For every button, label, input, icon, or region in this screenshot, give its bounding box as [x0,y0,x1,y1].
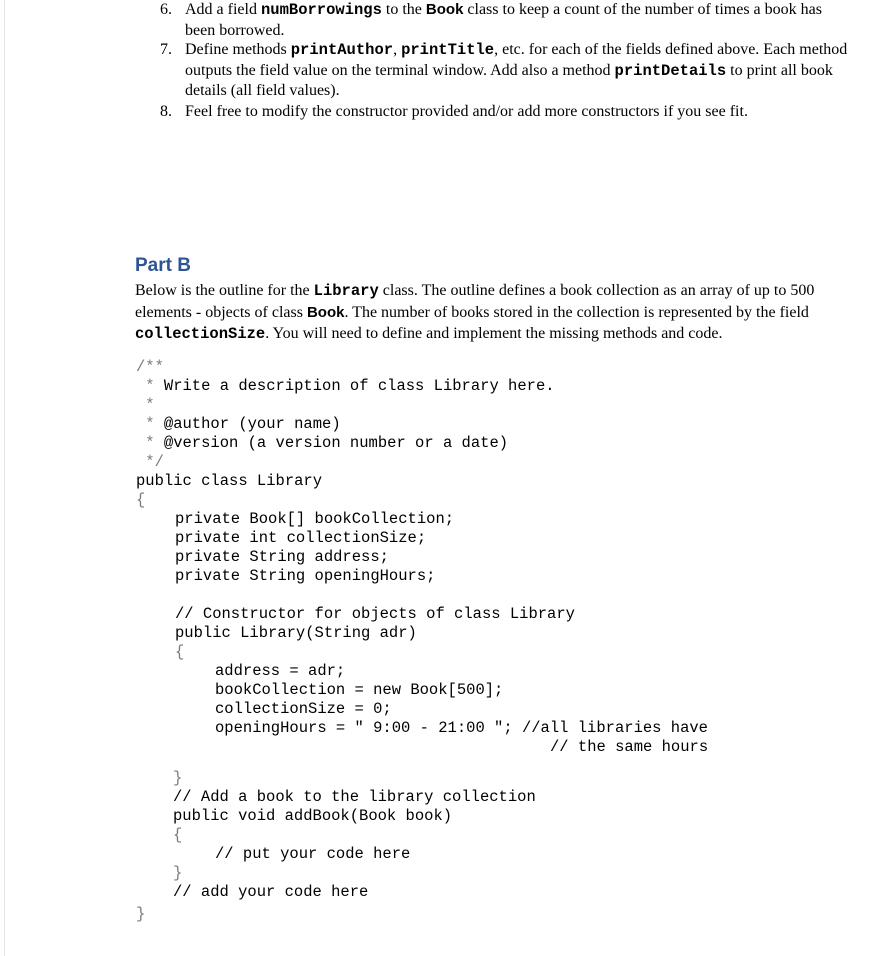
code-line: { [173,826,183,844]
code-line: { [175,643,185,661]
code-line: * @version (a version number or a date) [136,434,509,452]
part-b-heading: Part B [135,255,191,276]
text-run: Below is the outline for the [135,282,314,299]
list-item [160,0,850,41]
code-line: address = adr; [215,662,346,680]
text-run: class. The outline defines a book collection as an array of up to 500 elements - objects of class [135,282,815,321]
code-line: private Book[] bookCollection; [175,510,455,528]
code-line: private int collectionSize; [175,529,427,547]
code-line: // put your code here [215,845,411,863]
code-line: } [173,864,183,882]
text-run: class to keep a count of the number of times a book has been borrowed. [185,1,822,39]
list-item [160,102,850,123]
code-term: Library [313,282,379,300]
text-run: Feel free to modify the constructor provided and/or add more constructors if you see fit. [185,103,748,120]
code-line: // Constructor for objects of class Library [175,605,575,623]
code-line: { [136,491,146,509]
code-line: public class Library [136,472,323,490]
code-line: } [136,905,146,923]
list-item [160,40,850,102]
code-line: * @author (your name) [136,415,341,433]
code-line: /** [136,358,164,376]
code-line: private String address; [175,548,389,566]
code-term: Book [306,304,345,321]
part-b-paragraph [135,280,850,345]
code-line: * Write a description of class Library here. [136,377,555,395]
list-number: 8. [160,103,172,120]
text-run: to the [381,1,426,18]
code-line: * [136,396,155,414]
code-line: // Add a book to the library collection [173,788,536,806]
list-number: 7. [160,41,172,58]
code-term: numBorrowings [260,1,382,19]
code-line: public void addBook(Book book) [173,807,453,825]
text-run: Define methods [185,41,291,58]
text-run: . The number of books stored in the collection is represented by the field [344,304,809,321]
code-term: Book [425,1,464,18]
code-term: printAuthor [290,41,394,59]
code-line: bookCollection = new Book[500]; [215,681,504,699]
code-term: printTitle [401,41,495,59]
text-run: to print all book details (all field values). [185,61,833,99]
code-line: } [173,769,183,787]
code-line: private String openingHours; [175,567,436,585]
code-line: openingHours = " 9:00 - 21:00 "; //all libraries have [215,719,708,737]
code-term: collectionSize [135,325,266,343]
code-line: // the same hours [550,738,709,756]
page-edge [4,0,5,956]
text-run: , [393,41,402,58]
code-line: */ [136,453,164,471]
text-run: . You will need to define and implement the missing methods and code. [265,325,723,342]
code-line: // add your code here [173,883,369,901]
list-number: 6. [160,1,172,18]
text-run: Add a field [185,1,261,18]
code-line: collectionSize = 0; [215,700,392,718]
text-run: , etc. for each of the fields defined above. Each method outputs the field value on the terminal window. Add also a method [185,41,848,79]
code-term: printDetails [614,61,727,80]
code-line: public Library(String adr) [175,624,417,642]
